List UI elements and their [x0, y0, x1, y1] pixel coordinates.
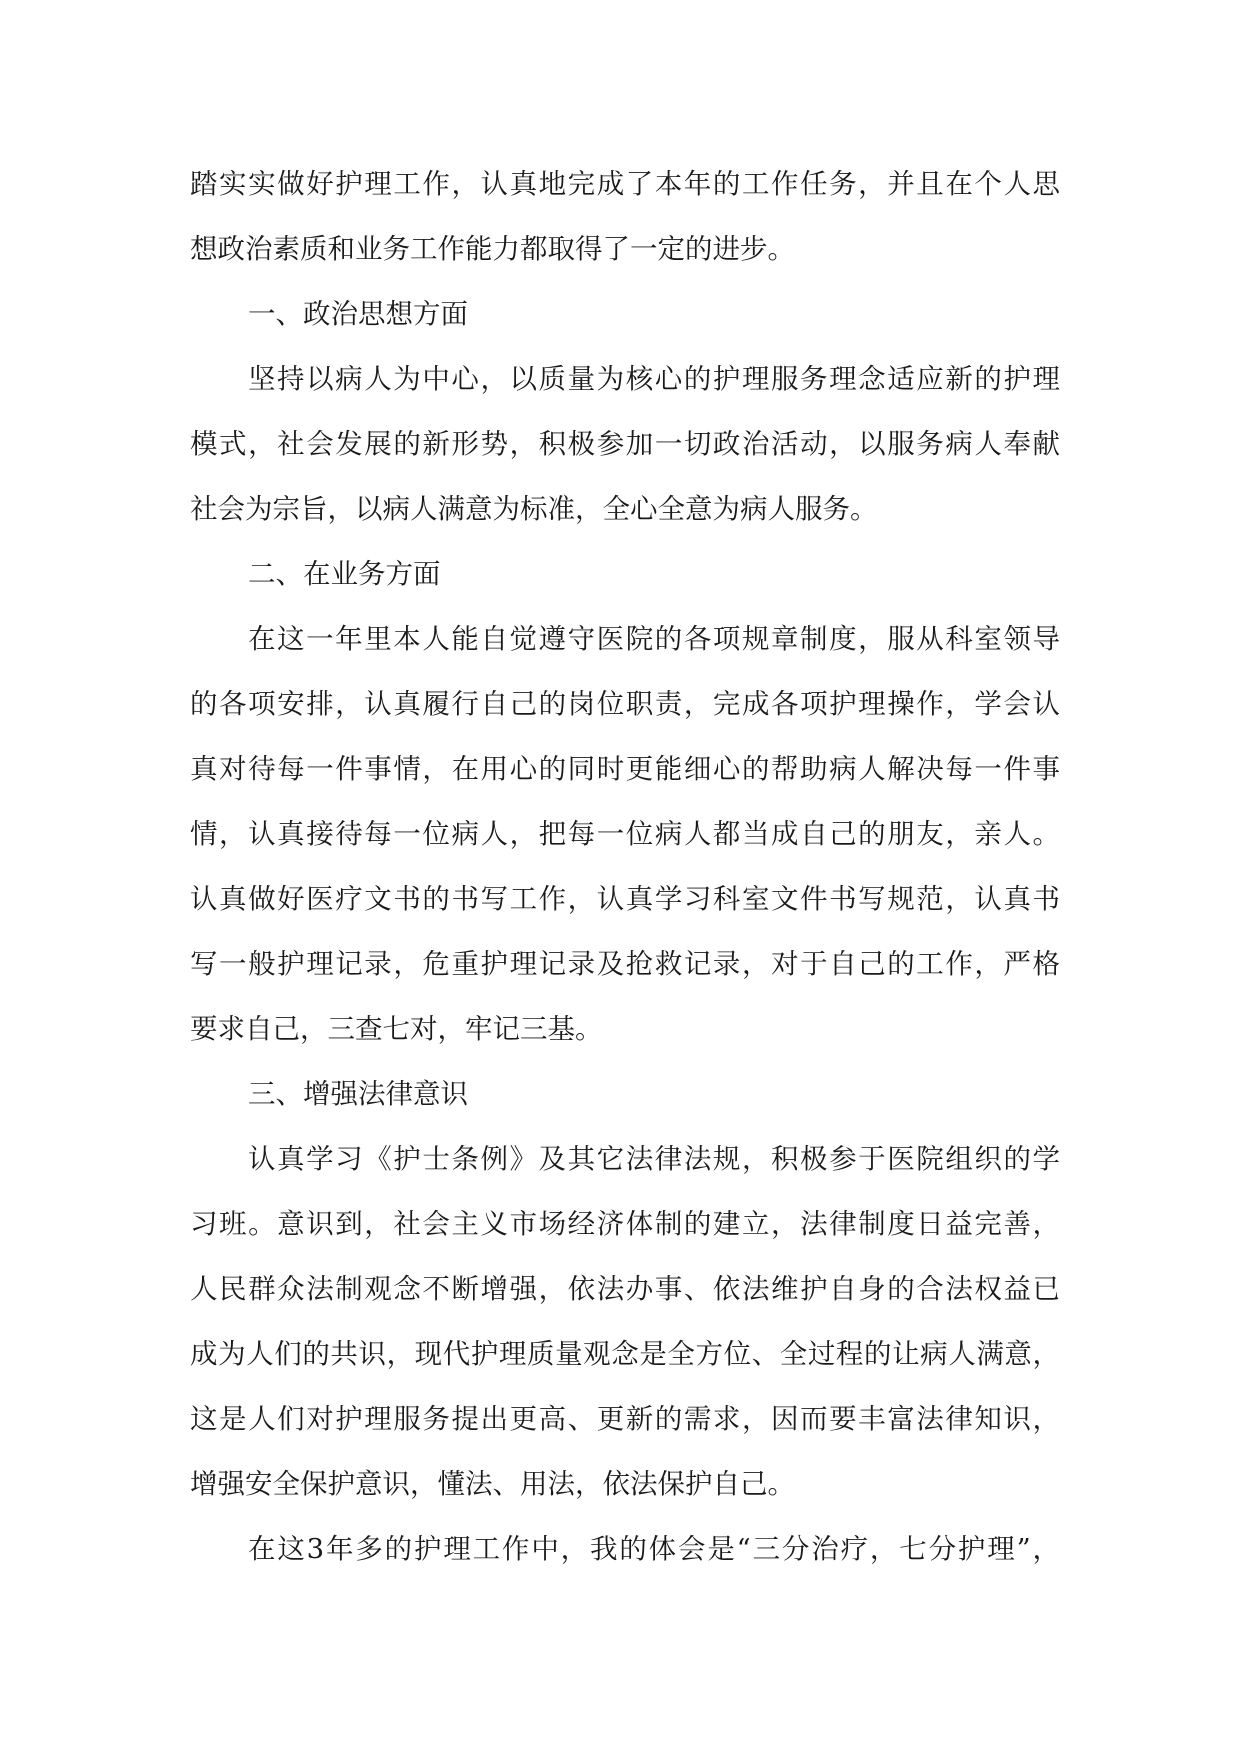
- paragraph: [190, 152, 1060, 282]
- text-line: 情，认真接待每一位病人，把每一位病人都当成自己的朋友，亲人。: [190, 818, 1060, 850]
- text-line: 成为人们的共识，现代护理质量观念是全方位、全过程的让病人满意，: [190, 1338, 1060, 1370]
- text-line: 在这一年里本人能自觉遵守医院的各项规章制度，服从科室领导: [248, 623, 1060, 655]
- document-page: [190, 152, 1060, 1582]
- text-line: 在这3年多的护理工作中，我的体会是“三分治疗，七分护理”，: [248, 1533, 1060, 1565]
- paragraph: [190, 1127, 1060, 1517]
- text-line: 坚持以病人为中心，以质量为核心的护理服务理念适应新的护理: [248, 363, 1060, 395]
- text-line: 真对待每一件事情，在用心的同时更能细心的帮助病人解决每一件事: [190, 753, 1060, 785]
- text-line: 认真学习《护士条例》及其它法律法规，积极参于医院组织的学: [248, 1143, 1060, 1175]
- text-line: 习班。意识到，社会主义市场经济体制的建立，法律制度日益完善，: [190, 1208, 1060, 1240]
- paragraph: [190, 607, 1060, 1062]
- text-line: 这是人们对护理服务提出更高、更新的需求，因而要丰富法律知识，: [190, 1403, 1060, 1435]
- heading-text: 二、在业务方面: [248, 558, 441, 590]
- text-line: 要求自己，三查七对，牢记三基。: [190, 1013, 603, 1045]
- paragraph: [190, 347, 1060, 542]
- section-heading: [190, 1062, 1060, 1127]
- section-heading: [190, 282, 1060, 347]
- text-line: 模式，社会发展的新形势，积极参加一切政治活动，以服务病人奉献: [190, 428, 1060, 460]
- text-line: 的各项安排，认真履行自己的岗位职责，完成各项护理操作，学会认: [190, 688, 1060, 720]
- text-line: 人民群众法制观念不断增强，依法办事、依法维护自身的合法权益已: [190, 1273, 1060, 1305]
- text-line: 想政治素质和业务工作能力都取得了一定的进步。: [190, 233, 795, 265]
- text-line: 写一般护理记录，危重护理记录及抢救记录，对于自己的工作，严格: [190, 948, 1060, 980]
- heading-text: 一、政治思想方面: [248, 298, 468, 330]
- text-line: 增强安全保护意识，懂法、用法，依法保护自己。: [190, 1468, 795, 1500]
- text-line: 踏实实做好护理工作，认真地完成了本年的工作任务，并且在个人思: [190, 168, 1060, 200]
- paragraph: [190, 1517, 1060, 1582]
- heading-text: 三、增强法律意识: [248, 1078, 468, 1110]
- text-line: 社会为宗旨，以病人满意为标准，全心全意为病人服务。: [190, 493, 878, 525]
- section-heading: [190, 542, 1060, 607]
- text-line: 认真做好医疗文书的书写工作，认真学习科室文件书写规范，认真书: [190, 883, 1060, 915]
